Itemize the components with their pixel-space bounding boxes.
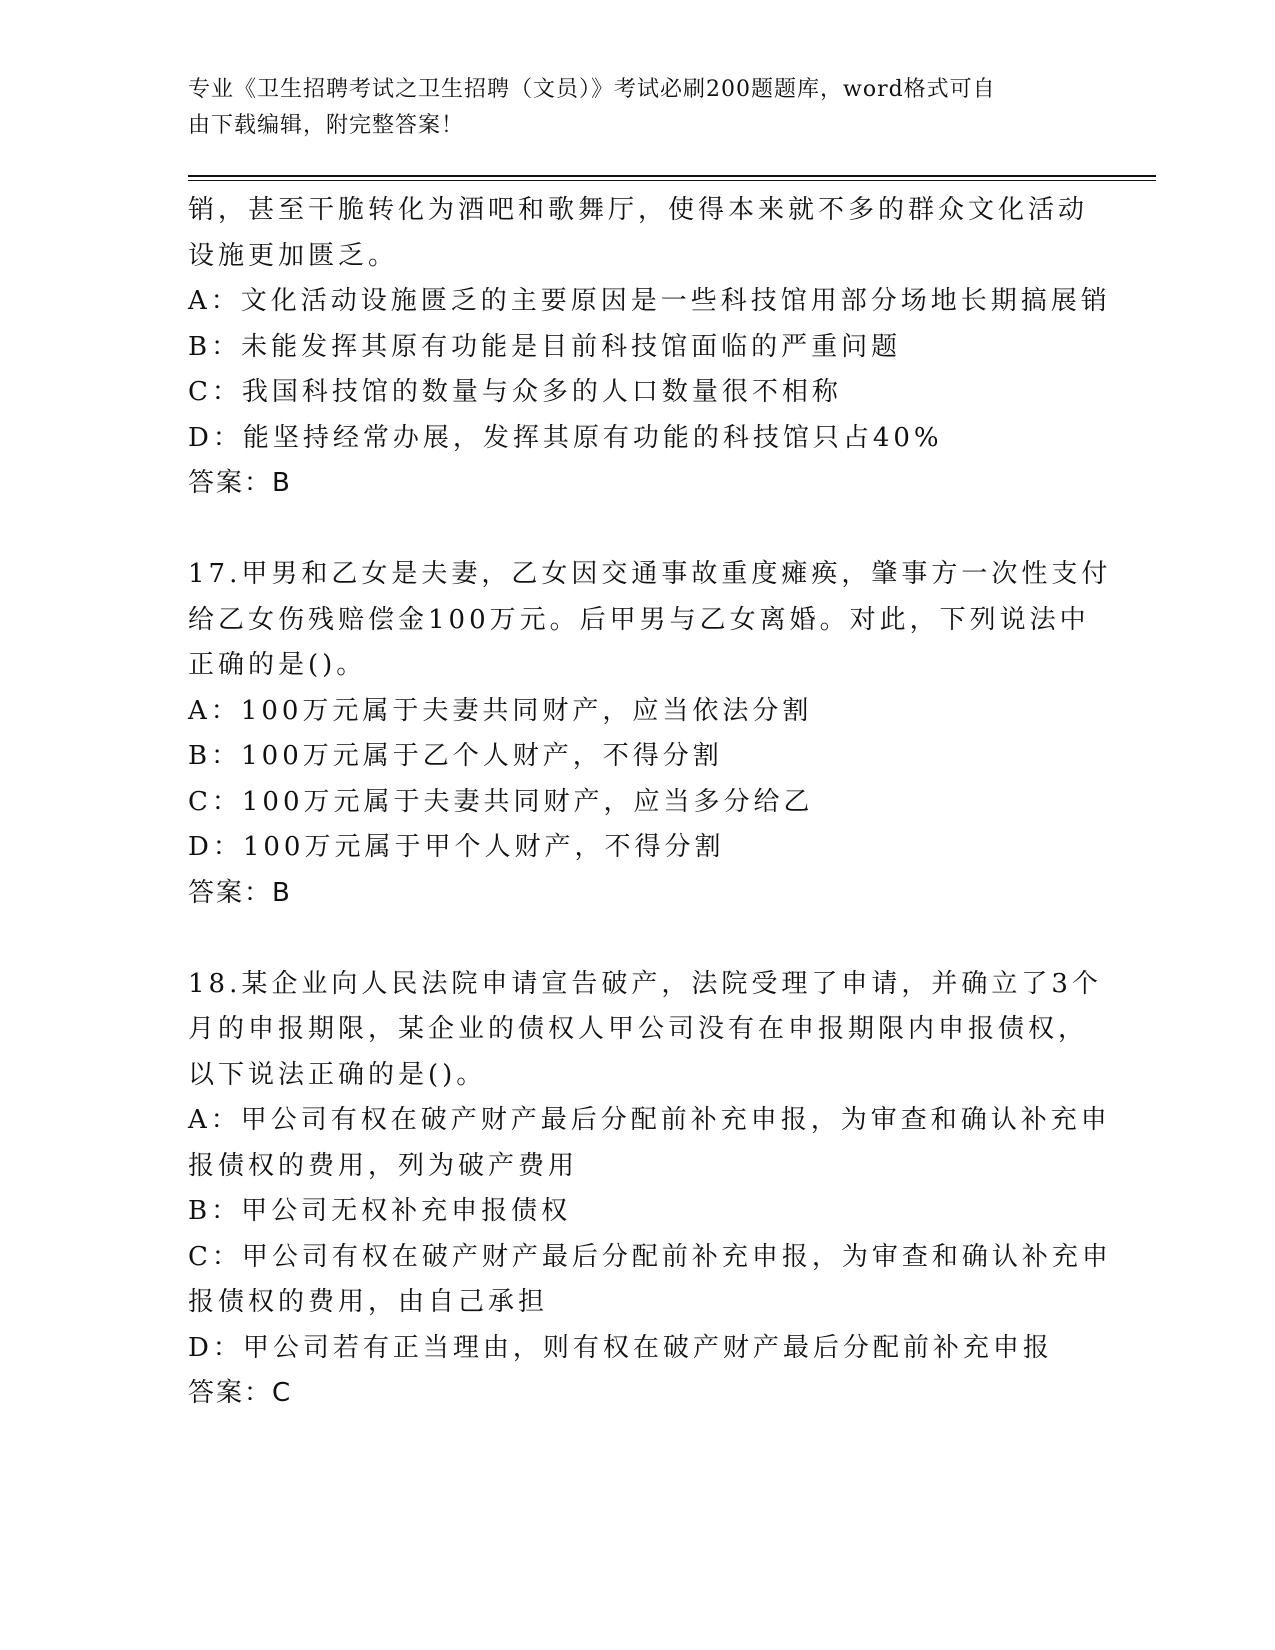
option-b: B：100万元属于乙个人财产，不得分割 [188, 741, 723, 771]
option-c: C：100万元属于夫妻共同财产，应当多分给乙 [188, 786, 814, 817]
header-line-2: 由下载编辑，附完整答案！ [188, 113, 465, 138]
question-17 [188, 552, 1112, 916]
question-stem-line: 17.甲男和乙女是夫妻，乙女因交通事故重度瘫痪，肇事方一次性支付 [188, 559, 1112, 589]
document-body [188, 188, 1112, 1417]
option-a-line: A：甲公司有权在破产财产最后分配前补充申报，为审查和确认补充申 [188, 1105, 1111, 1135]
question-stem-line: 正确的是()。 [188, 650, 367, 680]
question-16-continuation [188, 188, 1111, 507]
question-18 [188, 962, 1112, 1417]
option-c: C：我国科技馆的数量与众多的人口数量很不相称 [188, 377, 842, 407]
option-d: D：能坚持经常办展，发挥其原有功能的科技馆只占40% [188, 422, 943, 453]
question-spacer [188, 507, 1088, 553]
option-a: A：文化活动设施匮乏的主要原因是一些科技馆用部分场地长期搞展销 [188, 286, 1111, 316]
question-spacer [188, 916, 1088, 962]
document-header [188, 72, 1088, 144]
header-divider-thick [188, 175, 1156, 177]
option-b: B：甲公司无权补充申报债权 [188, 1196, 572, 1226]
question-stem-line: 18.某企业向人民法院申请宣告破产，法院受理了申请，并确立了3个 [188, 968, 1102, 999]
header-line-1: 专业《卫生招聘考试之卫生招聘（文员）》考试必刷200题题库，word格式可自 [188, 77, 996, 102]
option-a-line: 报债权的费用，列为破产费用 [188, 1150, 579, 1181]
answer-line: 答案：B [188, 468, 292, 498]
option-c-line: C：甲公司有权在破产财产最后分配前补充申报，为审查和确认补充申 [188, 1241, 1112, 1272]
option-d: D：100万元属于甲个人财产，不得分割 [188, 832, 725, 862]
option-c-line: 报债权的费用，由自己承担 [188, 1287, 549, 1317]
option-b: B：未能发挥其原有功能是目前科技馆面临的严重问题 [188, 331, 902, 362]
question-stem-line: 给乙女伤残赔偿金100万元。后甲男与乙女离婚。对此，下列说法中 [188, 604, 1090, 635]
header-divider-thin [188, 180, 1156, 181]
answer-line: 答案：C [188, 1378, 293, 1408]
option-d: D：甲公司若有正当理由，则有权在破产财产最后分配前补充申报 [188, 1332, 1053, 1363]
option-a: A：100万元属于夫妻共同财产，应当依法分割 [188, 695, 813, 726]
question-stem-line: 设施更加匮乏。 [188, 240, 399, 271]
answer-line: 答案：B [188, 877, 292, 908]
question-stem-line: 以下说法正确的是()。 [188, 1059, 487, 1090]
question-stem-line: 月的申报期限，某企业的债权人甲公司没有在申报期限内申报债权， [188, 1014, 1089, 1044]
question-stem-line: 销，甚至干脆转化为酒吧和歌舞厅，使得本来就不多的群众文化活动 [188, 195, 1089, 225]
